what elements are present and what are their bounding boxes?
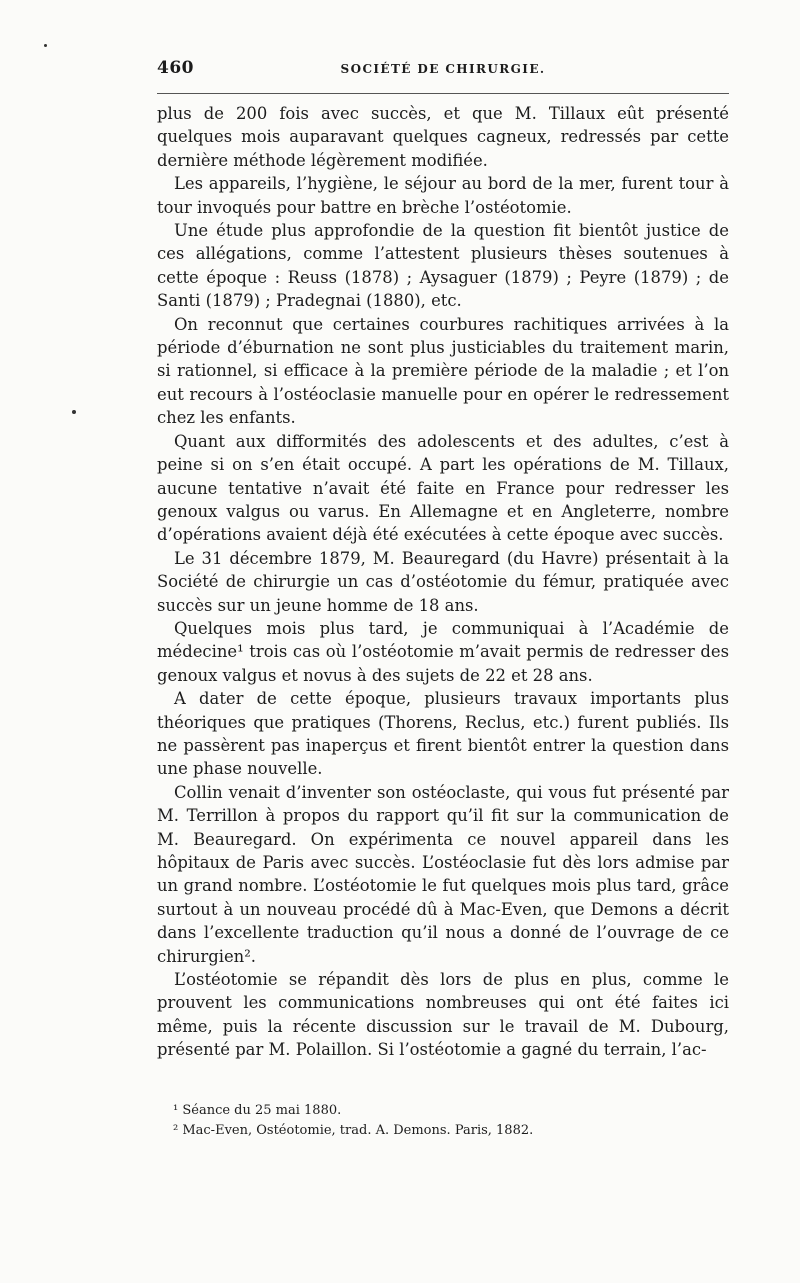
paragraph: plus de 200 fois avec succès, et que M. Tillaux eût présenté quelques mois auparavant quelques cagneux, redressés par cette dernière méthode légèrement modifiée. <box>157 104 729 170</box>
paragraph: Quelques mois plus tard, je communiquai à l’Académie de médecine¹ trois cas où l’ostéotomie m’avait permis de redresser des genoux valgus et novus à des sujets de 22 et 28 ans. <box>157 618 729 685</box>
footnote: ² Mac-Even, Ostéotomie, trad. A. Demons. Paris, 1882. <box>173 1123 534 1138</box>
scan-speck <box>44 44 47 47</box>
paragraph: Les appareils, l’hygiène, le séjour au bord de la mer, furent tour à tour invoqués pour battre en brèche l’ostéotomie. <box>157 174 729 217</box>
paragraph: A dater de cette époque, plusieurs travaux importants plus théoriques que pratiques (Thorens, Reclus, etc.) furent publiés. Ils ne passèrent pas inaperçus et firent bientôt entrer la question dans une phase nouvelle. <box>157 689 729 779</box>
page-number: 460 <box>157 58 194 78</box>
header-rule <box>157 93 729 94</box>
paragraph: On reconnut que certaines courbures rachitiques arrivées à la période d’éburnation ne sont plus justiciables du traitement marin, si rationnel, si efficace à la première période de la maladie ; et l’on eut recours à l’ostéoclasie manuelle pour en opérer le redressement chez les enfants. <box>157 314 729 428</box>
page-header <box>157 58 729 88</box>
paragraph: Une étude plus approfondie de la question fit bientôt justice de ces allégations, comme l’attestent plusieurs thèses soutenues à cette époque : Reuss (1878) ; Aysaguer (1879) ; Peyre (1879) ; de Santi (1879) ; Pradegnai (1880), etc. <box>157 221 729 311</box>
footnote: ¹ Séance du 25 mai 1880. <box>173 1103 342 1118</box>
body-text <box>157 102 729 1062</box>
paragraph: Le 31 décembre 1879, M. Beauregard (du Havre) présentait à la Société de chirurgie un cas d’ostéotomie du fémur, pratiquée avec succès sur un jeune homme de 18 ans. <box>157 548 729 615</box>
paragraph: Quant aux difformités des adolescents et des adultes, c’est à peine si on s’en était occupé. A part les opérations de M. Tillaux, aucune tentative n’avait été faite en France pour redresser les genoux valgus ou varus. En Allemagne et en Angleterre, nombre d’opérations avaient déjà été exécutées à cette époque avec succès. <box>157 431 729 545</box>
paragraph: Collin venait d’inventer son ostéoclaste, qui vous fut présenté par M. Terrillon à propos du rapport qu’il fit sur la communication de M. Beauregard. On expérimenta ce nouvel appareil dans les hôpitaux de Paris avec succès. L’ostéoclasie fut dès lors admise par un grand nombre. L’ostéotomie le fut quelques mois plus tard, grâce surtout à un nouveau procédé dû à Mac-Even, que Demons a décrit dans l’excellente traduction qu’il nous a donné de l’ouvrage de ce chirurgien². <box>157 782 729 966</box>
footnotes <box>157 1101 729 1141</box>
running-head: SOCIÉTÉ DE CHIRURGIE. <box>340 62 546 76</box>
scan-speck <box>72 410 76 414</box>
paragraph: L’ostéotomie se répandit dès lors de plus en plus, comme le prouvent les communications nombreuses qui ont été faites ici même, puis la récente discussion sur le travail de M. Dubourg, présenté par M. Polaillon. Si l’ostéotomie a gagné du terrain, l’ac- <box>157 970 729 1060</box>
